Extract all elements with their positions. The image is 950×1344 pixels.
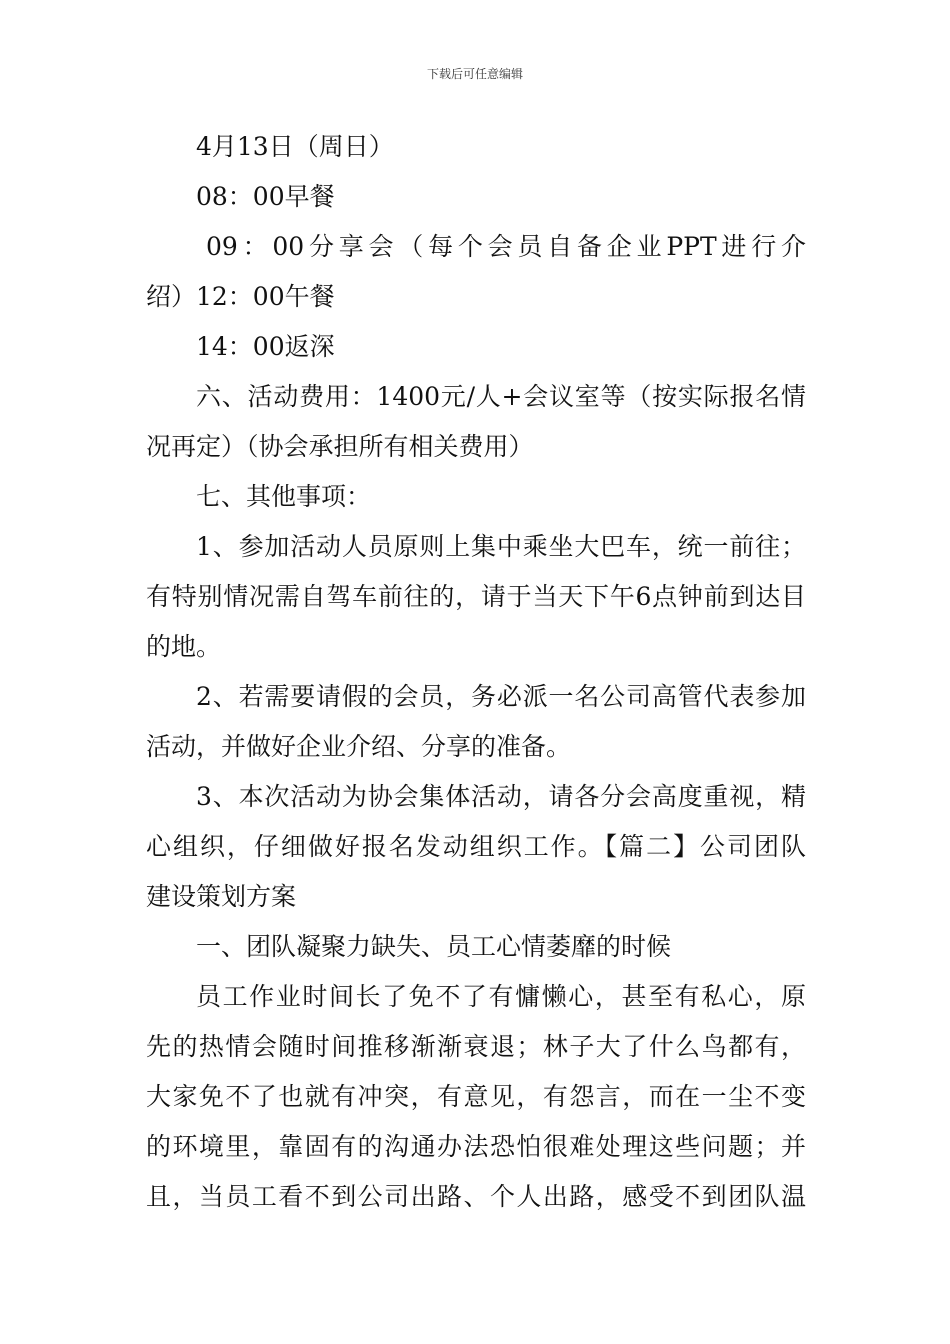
paragraph-line-5: 且，当员工看不到公司出路、个人出路，感受不到团队温 (146, 1182, 806, 1211)
item-3-line-3: 建设策划方案 (146, 882, 297, 911)
item-1-line-1: 1、参加活动人员原则上集中乘坐大巴车，统一前往； (196, 532, 806, 561)
section-fee-continued: 况再定）（协会承担所有相关费用） (146, 432, 534, 461)
item-1-line-2: 有特别情况需自驾车前往的，请于当天下午6点钟前到达目 (146, 582, 806, 611)
paragraph-line-2: 先的热情会随时间推移渐渐衰退；林子大了什么鸟都有， (146, 1032, 806, 1061)
page-header-note: 下载后可任意编辑 (426, 67, 523, 81)
section-other-heading: 七、其他事项： (196, 482, 372, 511)
item-2-line-2: 活动，并做好企业介绍、分享的准备。 (146, 732, 572, 761)
item-2-line-1: 2、若需要请假的会员，务必派一名公司高管代表参加 (196, 682, 806, 711)
paragraph-line-3: 大家免不了也就有冲突，有意见，有怨言，而在一尘不变 (146, 1082, 806, 1111)
schedule-lunch: 绍）12：00午餐 (146, 282, 335, 311)
document-body (146, 122, 806, 1222)
item-3-line-2: 心组织，仔细做好报名发动组织工作。【篇二】公司团队 (146, 832, 806, 861)
schedule-breakfast: 08：00早餐 (196, 182, 335, 211)
schedule-return: 14：00返深 (196, 332, 335, 361)
schedule-sharing: 09：00分享会（每个会员自备企业PPT进行介 (206, 232, 806, 261)
schedule-date: 4月13日（周日） (196, 132, 394, 161)
item-3-line-1: 3、本次活动为协会集体活动，请各分会高度重视，精 (196, 782, 806, 811)
section-team-heading: 一、团队凝聚力缺失、员工心情萎靡的时候 (196, 932, 672, 961)
section-fee-heading: 六、活动费用：1400元/人+会议室等（按实际报名情 (196, 382, 806, 411)
item-1-line-3: 的地。 (146, 632, 222, 661)
paragraph-line-1: 员工作业时间长了免不了有慵懒心，甚至有私心，原 (196, 982, 806, 1011)
paragraph-line-4: 的环境里，靠固有的沟通办法恐怕很难处理这些问题；并 (146, 1132, 806, 1161)
